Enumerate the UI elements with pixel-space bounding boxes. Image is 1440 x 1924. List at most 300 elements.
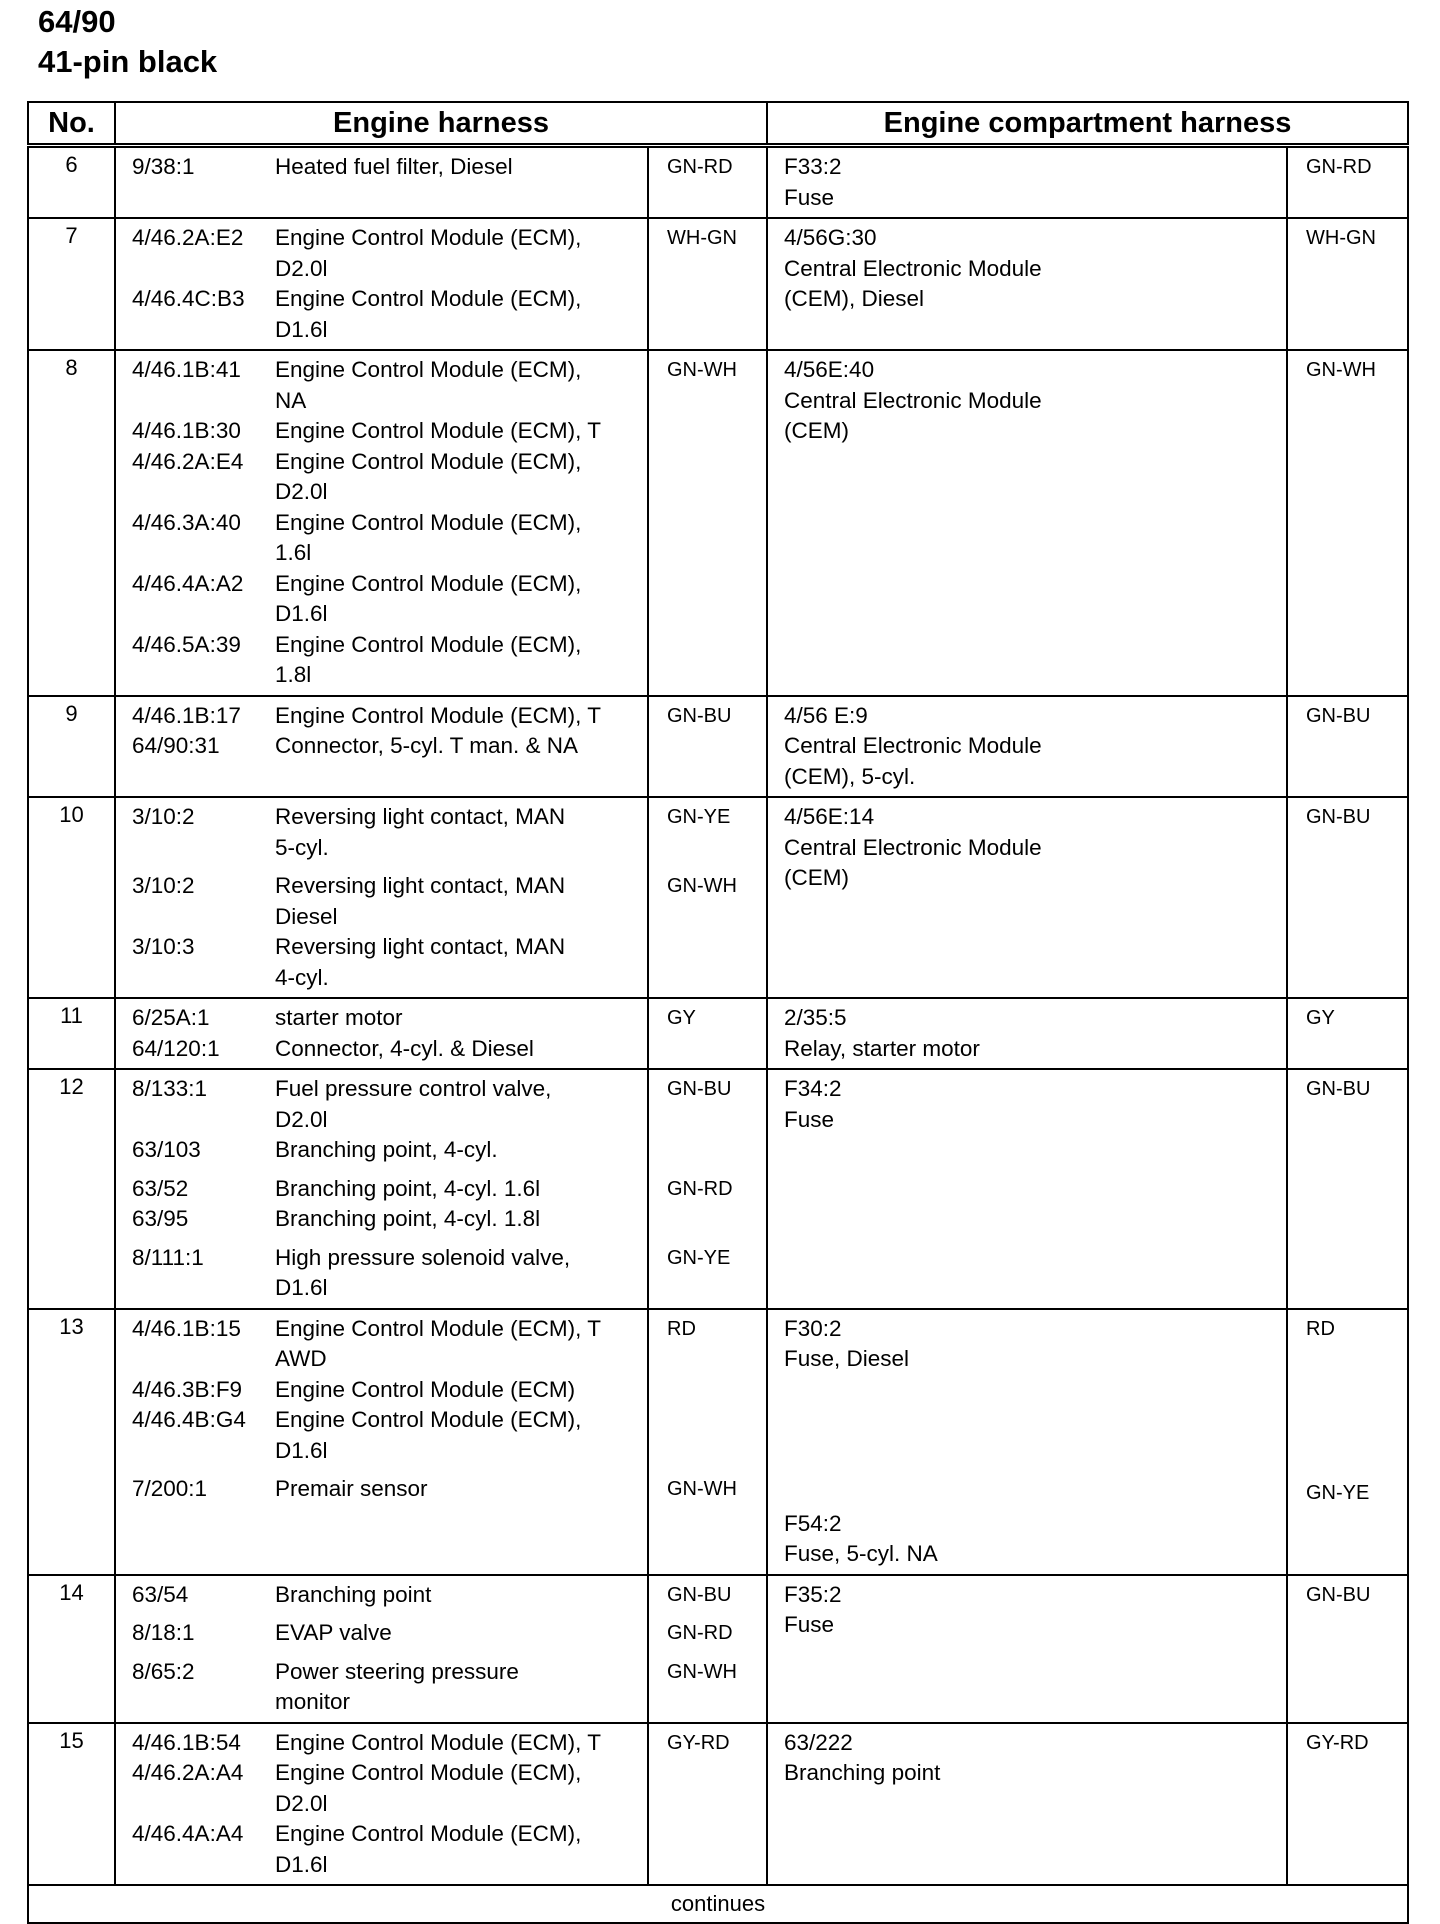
component-description: [275, 871, 645, 932]
component-code: 2/35:5: [784, 1005, 847, 1030]
compartment-harness-color-cell: [1287, 146, 1408, 219]
pin-number: 14: [28, 1575, 115, 1723]
description-line: Engine Control Module (ECM),: [275, 448, 582, 474]
compartment-harness-color-cell: [1287, 998, 1408, 1069]
component-description: [275, 1405, 645, 1466]
connector-number: 64/90: [38, 4, 116, 39]
description-line: Branching point: [784, 1760, 941, 1785]
wire-color: GN-YE: [667, 1246, 731, 1269]
description-line: Fuse: [784, 1106, 835, 1132]
engine-harness-color-cell: [648, 350, 767, 696]
group-gap: [132, 1610, 647, 1618]
wire-color: RD: [667, 1317, 696, 1340]
component-code: 8/111:1: [132, 1244, 204, 1270]
component-code: 4/46.3A:40: [132, 509, 241, 535]
compartment-harness-cell: [767, 1723, 1287, 1886]
description-line: 5-cyl.: [275, 834, 329, 860]
component-description: [275, 416, 645, 447]
group-gap: [667, 1649, 766, 1657]
engine-harness-color-cell: [648, 1575, 767, 1723]
compartment-entry: [784, 1314, 1286, 1375]
compartment-entry: [784, 701, 1286, 793]
table-row: [28, 998, 1408, 1069]
engine-harness-color-cell: [648, 696, 767, 798]
engine-harness-cell: [115, 1309, 648, 1575]
description-line: Fuse, Diesel: [784, 1346, 910, 1371]
engine-entry: [132, 1580, 647, 1611]
engine-entry: [132, 1034, 647, 1065]
description-line: Engine Control Module (ECM),: [275, 1821, 582, 1846]
group-gap: [667, 863, 766, 871]
engine-entry: [132, 1405, 647, 1466]
table-row: [28, 1723, 1408, 1886]
component-code: 4/46.1B:54: [132, 1729, 241, 1755]
component-code: F54:2: [784, 1510, 842, 1536]
component-description: [784, 254, 1154, 315]
engine-harness-cell: [115, 350, 648, 696]
component-code: F33:2: [784, 154, 842, 179]
description-line: Connector, 5-cyl. T man. & NA: [275, 733, 579, 758]
component-description: [784, 1758, 1154, 1789]
component-description: [275, 1758, 645, 1819]
engine-entry: [132, 1657, 647, 1718]
component-code: F34:2: [784, 1076, 842, 1101]
wire-color: GN-WH: [1306, 359, 1376, 381]
wire-color: GN-WH: [667, 1660, 737, 1683]
component-code: 6/25A:1: [132, 1005, 210, 1030]
wire-color: [667, 1405, 766, 1466]
description-line: monitor: [275, 1689, 351, 1714]
description-line: Reversing light contact, MAN: [275, 873, 566, 898]
wire-color: RD: [1306, 1317, 1335, 1340]
group-gap: [667, 1166, 766, 1174]
wire-color: [667, 1135, 766, 1166]
component-code: 63/95: [132, 1206, 189, 1231]
component-code: 63/103: [132, 1137, 201, 1162]
component-description: [275, 508, 645, 569]
component-code: 4/46.5A:39: [132, 631, 241, 657]
component-description: [784, 731, 1154, 792]
component-code: 4/46.4C:B3: [132, 286, 245, 311]
compartment-harness-color-cell: [1287, 1575, 1408, 1723]
component-code: 4/46.1B:41: [132, 357, 241, 382]
component-code: 4/46.4A:A2: [132, 570, 244, 596]
engine-harness-cell: [115, 696, 648, 798]
wire-color: GN-BU: [1306, 1078, 1371, 1100]
description-line: starter motor: [275, 1005, 403, 1030]
compartment-harness-color-cell: [1287, 1069, 1408, 1309]
engine-entry: [132, 1204, 647, 1235]
wire-color: [667, 1034, 766, 1065]
engine-entry: [132, 1474, 647, 1505]
component-code: 8/65:2: [132, 1658, 195, 1684]
component-description: [275, 1618, 645, 1649]
component-code: 3/10:3: [132, 934, 195, 959]
wire-color: WH-GN: [1306, 227, 1376, 249]
description-line: Engine Control Module (ECM), T: [275, 418, 601, 443]
engine-entry: [132, 284, 647, 345]
pin-number: 10: [28, 797, 115, 998]
component-description: [275, 1474, 645, 1505]
engine-entry: [132, 871, 647, 932]
engine-harness-cell: [115, 1069, 648, 1309]
description-line: Engine Control Module (ECM),: [275, 570, 582, 596]
group-gap: [132, 863, 647, 871]
engine-harness-cell: [115, 998, 648, 1069]
engine-harness-cell: [115, 1723, 648, 1886]
description-line: Engine Control Module (ECM),: [275, 225, 582, 250]
component-description: [275, 932, 645, 993]
group-gap: [667, 1466, 766, 1474]
wire-color: GN-RD: [1306, 156, 1372, 178]
description-line: 1.8l: [275, 662, 312, 687]
compartment-harness-cell: [767, 218, 1287, 350]
wire-color: [667, 284, 766, 345]
description-line: Power steering pressure: [275, 1658, 519, 1684]
compartment-harness-cell: [767, 998, 1287, 1069]
pin-number: 11: [28, 998, 115, 1069]
component-description: [275, 569, 645, 630]
component-code: 63/222: [784, 1729, 853, 1755]
component-code: 4/46.2A:A4: [132, 1760, 244, 1785]
wire-color: [667, 630, 766, 691]
engine-entry: [132, 1003, 647, 1034]
engine-entry: [132, 447, 647, 508]
component-code: 7/200:1: [132, 1476, 208, 1501]
component-description: [275, 802, 645, 863]
col-header-no: No.: [28, 102, 115, 146]
wire-color: GN-RD: [667, 156, 733, 178]
compartment-entry: [784, 355, 1286, 447]
component-code: 64/90:31: [132, 733, 220, 758]
description-line: D2.0l: [275, 1790, 328, 1816]
wire-color: GY: [667, 1007, 696, 1029]
col-header-compartment-harness: Engine compartment harness: [767, 102, 1408, 146]
description-line: Reversing light contact, MAN: [275, 804, 566, 829]
description-line: 1.6l: [275, 540, 312, 565]
description-line: Fuse: [784, 184, 835, 210]
component-code: F35:2: [784, 1581, 842, 1607]
continues-note: continues: [28, 1885, 1408, 1923]
table-header-row: [28, 102, 1408, 146]
description-line: Central Electronic Module: [784, 255, 1042, 281]
engine-harness-cell: [115, 1575, 648, 1723]
description-line: D1.6l: [275, 1275, 328, 1300]
engine-harness-color-cell: [648, 1723, 767, 1886]
table-footer-row: [28, 1885, 1408, 1923]
engine-entry: [132, 1243, 647, 1304]
table-row: [28, 218, 1408, 350]
description-line: (CEM), 5-cyl.: [784, 763, 916, 789]
group-gap: [667, 1610, 766, 1618]
description-line: EVAP valve: [275, 1620, 392, 1645]
component-description: [275, 701, 645, 732]
compartment-entry: [784, 1580, 1286, 1641]
pin-table-container: [27, 101, 1407, 1924]
description-line: NA: [275, 387, 307, 413]
description-line: (CEM): [784, 418, 849, 443]
table-row: [28, 350, 1408, 696]
component-code: 63/54: [132, 1581, 189, 1607]
component-code: 4/46.2A:E4: [132, 448, 244, 474]
compartment-harness-cell: [767, 350, 1287, 696]
component-description: [275, 223, 645, 284]
wire-color: [667, 1758, 766, 1819]
description-line: Relay, starter motor: [784, 1035, 980, 1061]
wire-color: [667, 1819, 766, 1880]
engine-entry: [132, 701, 647, 732]
compartment-entry: [784, 1728, 1286, 1789]
component-code: F30:2: [784, 1315, 842, 1341]
description-line: Branching point, 4-cyl.: [275, 1137, 498, 1162]
compartment-harness-color-cell: [1287, 218, 1408, 350]
table-row: [28, 696, 1408, 798]
engine-entry: [132, 569, 647, 630]
compartment-entry: [784, 152, 1286, 213]
component-description: [275, 152, 645, 183]
description-line: (CEM), Diesel: [784, 286, 925, 311]
component-description: [275, 1580, 645, 1611]
group-gap: [667, 1235, 766, 1243]
description-line: 4-cyl.: [275, 964, 329, 990]
description-line: Connector, 4-cyl. & Diesel: [275, 1035, 534, 1061]
engine-harness-color-cell: [648, 1069, 767, 1309]
component-description: [275, 1728, 645, 1759]
compartment-harness-cell: [767, 1575, 1287, 1723]
description-line: Central Electronic Module: [784, 834, 1042, 860]
description-line: Engine Control Module (ECM), T: [275, 702, 601, 728]
component-description: [275, 1034, 645, 1065]
wire-color: GN-BU: [1306, 704, 1371, 727]
engine-harness-color-cell: [648, 218, 767, 350]
engine-entry: [132, 1074, 647, 1135]
compartment-entry: [784, 802, 1286, 894]
description-line: High pressure solenoid valve,: [275, 1244, 571, 1270]
engine-entry: [132, 416, 647, 447]
component-code: 3/10:2: [132, 873, 195, 898]
pin-number: 8: [28, 350, 115, 696]
col-header-engine-harness: Engine harness: [115, 102, 767, 146]
pin-number: 7: [28, 218, 115, 350]
engine-harness-color-cell: [648, 998, 767, 1069]
description-line: Central Electronic Module: [784, 387, 1042, 413]
description-line: Engine Control Module (ECM),: [275, 509, 582, 535]
component-code: 4/46.1B:30: [132, 418, 241, 443]
group-gap: [132, 1466, 647, 1474]
component-code: 9/38:1: [132, 154, 195, 179]
wire-color: GN-YE: [667, 806, 731, 828]
pin-number: 9: [28, 696, 115, 798]
component-description: [784, 833, 1154, 894]
wire-color: [667, 932, 766, 993]
engine-entry: [132, 355, 647, 416]
engine-entry: [132, 731, 647, 762]
component-description: [275, 1243, 645, 1304]
component-description: [784, 1344, 1154, 1375]
pin-number: 13: [28, 1309, 115, 1575]
engine-entry: [132, 1174, 647, 1205]
component-code: 4/46.2A:E2: [132, 225, 244, 250]
component-code: 63/52: [132, 1175, 189, 1201]
description-line: Fuse, 5-cyl. NA: [784, 1541, 938, 1566]
wire-color: GN-RD: [667, 1622, 733, 1644]
description-line: Premair sensor: [275, 1476, 428, 1501]
wire-color: GN-YE: [1306, 1482, 1370, 1504]
component-description: [275, 1074, 645, 1135]
wire-color: [667, 447, 766, 508]
wire-color: GN-RD: [667, 1177, 733, 1200]
compartment-harness-cell: [767, 146, 1287, 219]
compartment-harness-color-cell: [1287, 1309, 1408, 1575]
description-line: Central Electronic Module: [784, 733, 1042, 758]
engine-entry: [132, 223, 647, 284]
description-line: Engine Control Module (ECM): [275, 1376, 576, 1402]
compartment-harness-color-cell: [1287, 696, 1408, 798]
engine-harness-color-cell: [648, 797, 767, 998]
description-line: D1.6l: [275, 1437, 328, 1463]
description-line: D1.6l: [275, 1851, 328, 1877]
wire-color: GN-WH: [667, 359, 737, 381]
wire-color: GN-BU: [1306, 1583, 1371, 1606]
component-description: [784, 1034, 1154, 1065]
compartment-harness-cell: [767, 1309, 1287, 1575]
description-line: AWD: [275, 1346, 327, 1371]
description-line: Fuse: [784, 1612, 835, 1637]
compartment-entry: [784, 1074, 1286, 1135]
engine-entry: [132, 932, 647, 993]
table-row: [28, 1069, 1408, 1309]
component-description: [275, 1314, 645, 1375]
component-description: [275, 1375, 645, 1406]
component-code: 4/56 E:9: [784, 702, 868, 728]
description-line: D2.0l: [275, 1106, 328, 1132]
component-description: [275, 1174, 645, 1205]
engine-harness-color-cell: [648, 1309, 767, 1575]
component-description: [275, 355, 645, 416]
wire-color: [667, 731, 766, 762]
description-line: Engine Control Module (ECM), T: [275, 1315, 601, 1341]
component-description: [275, 1135, 645, 1166]
component-code: 4/46.4B:G4: [132, 1407, 246, 1432]
compartment-entry: [784, 223, 1286, 315]
description-line: D2.0l: [275, 255, 328, 281]
description-line: D2.0l: [275, 479, 328, 504]
wire-color: [667, 569, 766, 630]
wire-color: GN-BU: [1306, 806, 1371, 828]
component-description: [275, 630, 645, 691]
description-line: Heated fuel filter, Diesel: [275, 154, 513, 179]
engine-harness-cell: [115, 218, 648, 350]
description-line: D1.6l: [275, 601, 328, 626]
engine-entry: [132, 802, 647, 863]
component-description: [275, 731, 645, 762]
component-code: 8/133:1: [132, 1076, 208, 1101]
component-code: 4/56E:40: [784, 357, 875, 382]
wire-color: GN-BU: [667, 704, 732, 727]
compartment-harness-cell: [767, 1069, 1287, 1309]
description-line: Reversing light contact, MAN: [275, 934, 566, 959]
wire-color: WH-GN: [667, 227, 737, 249]
compartment-entry: [784, 1509, 1286, 1570]
component-code: 64/120:1: [132, 1035, 220, 1061]
component-code: 4/46.3B:F9: [132, 1376, 243, 1402]
pin-number: 12: [28, 1069, 115, 1309]
description-line: (CEM): [784, 865, 849, 890]
wire-color: GY-RD: [667, 1731, 730, 1754]
description-line: Engine Control Module (ECM),: [275, 1760, 582, 1785]
description-line: Fuel pressure control valve,: [275, 1076, 552, 1101]
component-description: [275, 1819, 645, 1880]
description-line: Branching point, 4-cyl. 1.8l: [275, 1206, 541, 1231]
table-row: [28, 146, 1408, 219]
pin-number: 6: [28, 146, 115, 219]
component-description: [784, 386, 1154, 447]
table-row: [28, 1575, 1408, 1723]
pin-table: [27, 101, 1409, 1924]
group-gap: [132, 1166, 647, 1174]
wire-color: GY: [1306, 1007, 1335, 1029]
wire-color: GY-RD: [1306, 1731, 1369, 1754]
compartment-harness-color-cell: [1287, 350, 1408, 696]
component-description: [784, 183, 1154, 214]
description-line: Engine Control Module (ECM), T: [275, 1729, 601, 1755]
engine-harness-cell: [115, 146, 648, 219]
engine-entry: [132, 152, 647, 183]
description-line: Engine Control Module (ECM),: [275, 357, 582, 382]
group-gap: [132, 1235, 647, 1243]
engine-entry: [132, 1375, 647, 1406]
component-description: [275, 284, 645, 345]
compartment-harness-cell: [767, 797, 1287, 998]
description-line: Branching point, 4-cyl. 1.6l: [275, 1175, 541, 1201]
component-description: [784, 1105, 1154, 1136]
compartment-harness-color-cell: [1287, 1723, 1408, 1886]
engine-entry: [132, 1135, 647, 1166]
wire-color: [667, 508, 766, 569]
table-row: [28, 1309, 1408, 1575]
wire-color: GN-WH: [667, 1478, 737, 1500]
table-body: [28, 146, 1408, 1886]
engine-entry: [132, 1728, 647, 1759]
component-code: 3/10:2: [132, 804, 195, 829]
description-line: Diesel: [275, 903, 338, 929]
wire-color: [667, 1204, 766, 1235]
description-line: Engine Control Module (ECM),: [275, 1407, 582, 1432]
description-line: Engine Control Module (ECM),: [275, 286, 582, 311]
table-row: [28, 797, 1408, 998]
engine-harness-cell: [115, 797, 648, 998]
description-line: Engine Control Module (ECM),: [275, 631, 582, 657]
wire-color: [667, 1375, 766, 1406]
component-code: 4/56G:30: [784, 225, 877, 250]
group-gap: [132, 1649, 647, 1657]
component-code: 4/46.1B:15: [132, 1315, 241, 1341]
component-description: [784, 1539, 1154, 1570]
engine-harness-color-cell: [648, 146, 767, 219]
compartment-harness-cell: [767, 696, 1287, 798]
component-description: [275, 1657, 645, 1718]
description-line: D1.6l: [275, 316, 328, 342]
wire-color: GN-BU: [667, 1583, 732, 1606]
engine-entry: [132, 1618, 647, 1649]
component-code: 4/46.1B:17: [132, 702, 241, 728]
component-description: [275, 1204, 645, 1235]
engine-entry: [132, 1758, 647, 1819]
engine-entry: [132, 508, 647, 569]
connector-description: 41-pin black: [38, 44, 218, 79]
pin-number: 15: [28, 1723, 115, 1886]
component-code: 8/18:1: [132, 1620, 195, 1645]
